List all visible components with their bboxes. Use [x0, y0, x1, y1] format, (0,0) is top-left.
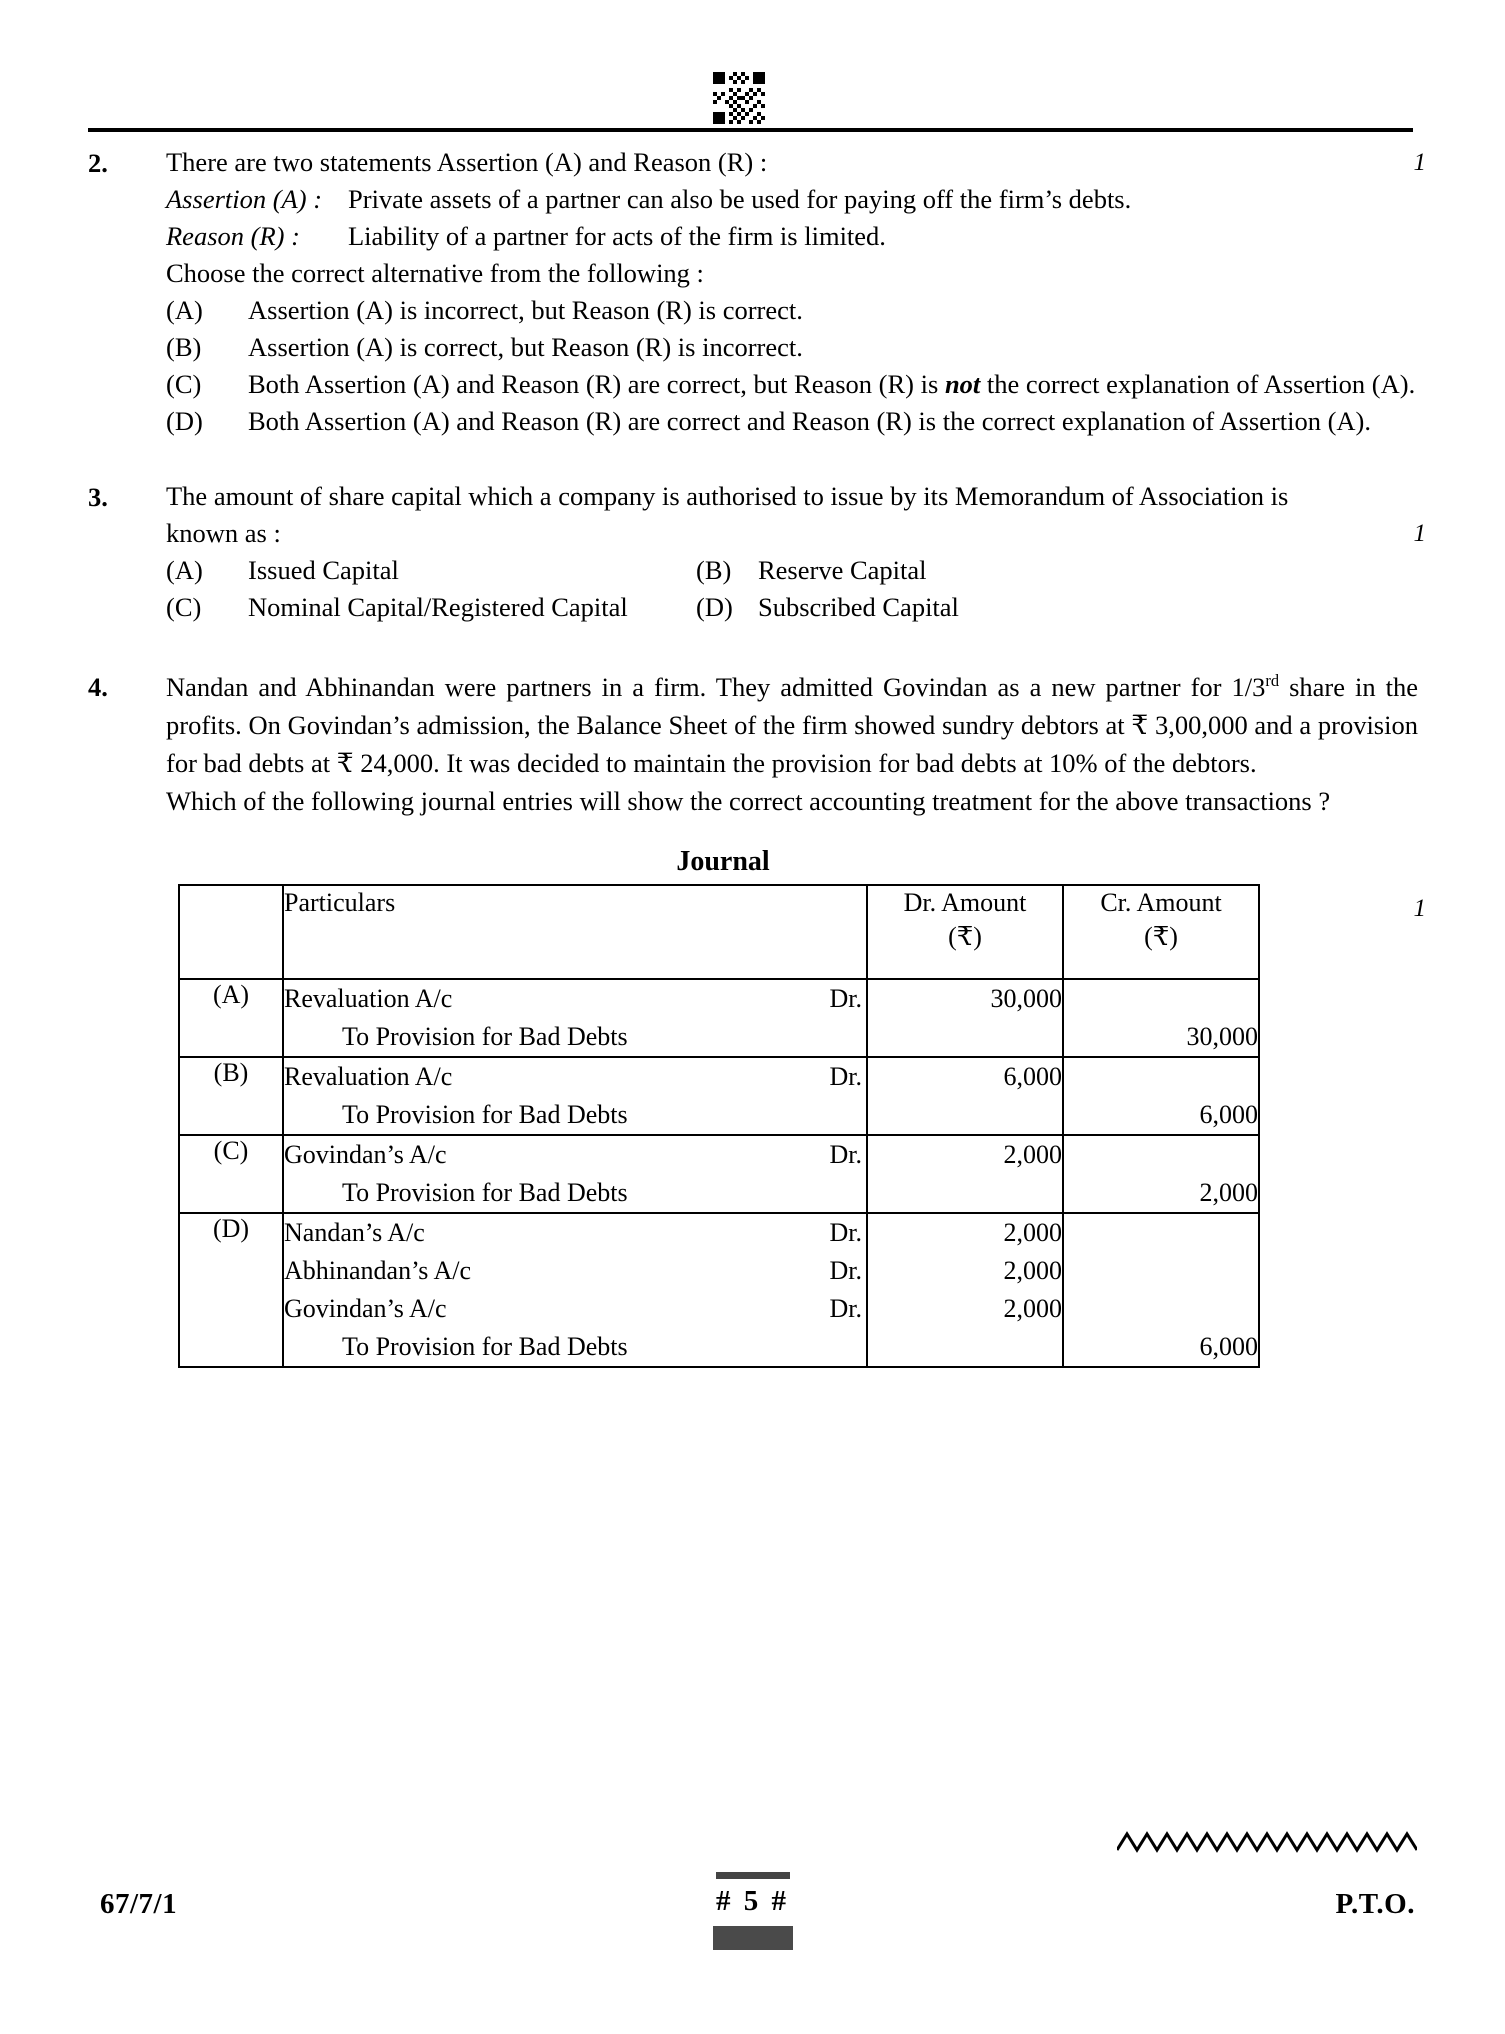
dr-tag: Dr.: [829, 1294, 862, 1323]
option-text: Issued Capital: [248, 555, 399, 585]
account-name: Nandan’s A/c: [284, 1218, 425, 1247]
cr-value: 30,000: [1186, 1022, 1258, 1051]
journal-row-cr: [1063, 1213, 1259, 1367]
journal-row-particulars: [283, 1057, 867, 1135]
option-key: (D): [166, 406, 203, 436]
cr-amount-line-1: Cr. Amount: [1100, 888, 1222, 917]
question-2-stem: There are two statements Assertion (A) and Reason (R) :: [166, 147, 768, 177]
dr-tag: Dr.: [829, 1218, 862, 1247]
journal-entry-line: [284, 1252, 866, 1290]
journal-row-cr: [1063, 1135, 1259, 1213]
account-name: Revaluation A/c: [284, 984, 453, 1013]
page-marker-bottom-bar: [713, 1926, 793, 1950]
question-3-stem: The amount of share capital which a company is authorised to issue by its Memorandum of Association is known as :: [166, 481, 1289, 548]
question-3-option-d[interactable]: [696, 589, 1418, 626]
journal-entry-line: [284, 1136, 866, 1174]
journal-row-particulars: [283, 979, 867, 1057]
journal-row-dr: [867, 979, 1063, 1057]
dr-value: 2,000: [1003, 1140, 1062, 1169]
journal-table: [178, 884, 1260, 1368]
reason-text: Liability of a partner for acts of the firm is limited.: [348, 221, 886, 251]
account-name: Revaluation A/c: [284, 1062, 453, 1091]
question-4-marks: 1: [1413, 895, 1426, 922]
cr-value: 6,000: [1199, 1332, 1258, 1361]
reason-row: [166, 218, 1418, 255]
option-text-before: Both Assertion (A) and Reason (R) are correct, but Reason (R) is: [248, 369, 945, 399]
journal-entry-line: [284, 980, 866, 1018]
journal-row-dr: [867, 1057, 1063, 1135]
journal-header-key: [179, 885, 283, 979]
option-text: Reserve Capital: [758, 555, 927, 585]
table-row[interactable]: [179, 1057, 1259, 1135]
journal-title: Journal: [676, 846, 770, 877]
question-2-marks: 1: [1413, 149, 1426, 176]
option-emphasis: not: [944, 369, 981, 399]
dr-value: 2,000: [1003, 1294, 1062, 1323]
cr-amount-line-2: (₹): [1144, 922, 1178, 951]
page-marker: # 5 #: [716, 1885, 789, 1917]
account-name: Govindan’s A/c: [284, 1294, 447, 1323]
assertion-text: Private assets of a partner can also be used for paying off the firm’s debts.: [348, 184, 1132, 214]
cr-value: 6,000: [1199, 1100, 1258, 1129]
journal-header-row: [179, 885, 1259, 979]
question-3-option-b[interactable]: [696, 552, 1418, 589]
dr-tag: Dr.: [829, 984, 862, 1013]
journal-row-key: (D): [179, 1213, 283, 1367]
option-text: Assertion (A) is correct, but Reason (R) is incorrect.: [248, 332, 803, 362]
table-row[interactable]: [179, 1135, 1259, 1213]
journal-row-dr: [867, 1135, 1063, 1213]
option-text: Nominal Capital/Registered Capital: [248, 592, 628, 622]
reason-label: Reason (R) :: [166, 221, 300, 251]
question-4-para1-part1: Nandan and Abhinandan were partners in a firm. They admitted Govindan as a new partner for 1/3: [166, 672, 1266, 702]
header-rule: [88, 128, 1413, 132]
pto-label: P.T.O.: [1335, 1888, 1415, 1920]
assertion-label: Assertion (A) :: [166, 184, 323, 214]
journal-header-cr-amount: [1063, 885, 1259, 979]
journal-entry-line: [284, 1214, 866, 1252]
question-2-option-a[interactable]: [166, 292, 1418, 329]
journal-entry-line: To Provision for Bad Debts: [342, 1100, 628, 1129]
cr-value: 2,000: [1199, 1178, 1258, 1207]
option-key: (B): [696, 555, 732, 585]
journal-row-particulars: [283, 1135, 867, 1213]
ordinal-suffix: rd: [1265, 671, 1280, 691]
question-3-options-row-2: [166, 589, 1418, 626]
question-2-option-c[interactable]: [166, 366, 1418, 403]
dr-value: 2,000: [1003, 1256, 1062, 1285]
question-3-options-row-1: [166, 552, 1418, 589]
squiggle-mark: [1117, 1828, 1417, 1856]
journal-header-dr-amount: [867, 885, 1063, 979]
dr-amount-line-2: (₹): [948, 922, 982, 951]
option-key: (B): [166, 332, 202, 362]
question-2-number: 2.: [88, 148, 108, 178]
assertion-row: [166, 181, 1418, 218]
page-marker-block: [0, 1872, 1505, 1950]
journal-row-cr: [1063, 1057, 1259, 1135]
dr-amount-line-1: Dr. Amount: [903, 888, 1027, 917]
table-row[interactable]: [179, 979, 1259, 1057]
dr-value: 2,000: [1003, 1218, 1062, 1247]
dr-tag: Dr.: [829, 1256, 862, 1285]
journal-entry-line: [284, 1058, 866, 1096]
question-2: [88, 144, 1426, 440]
page-marker-top-bar: [716, 1872, 790, 1879]
question-2-option-b[interactable]: [166, 329, 1418, 366]
option-text: Both Assertion (A) and Reason (R) are correct and Reason (R) is the correct explanation of Assertion (A).: [248, 406, 1371, 436]
option-text: Assertion (A) is incorrect, but Reason (R) is correct.: [248, 295, 803, 325]
journal-row-dr: [867, 1213, 1063, 1367]
dr-tag: Dr.: [829, 1140, 862, 1169]
question-3-option-a[interactable]: [166, 552, 696, 589]
question-4-number: 4.: [88, 672, 108, 702]
question-4-para1-part2: share in the profits. On Govindan’s admission, the Balance Sheet of the firm showed sundry debtors at ₹ 3,00,000 and a provision for bad debts at ₹ 24,000. It was decided to maintain the provision for bad debts at 10% of the debtors.: [166, 672, 1418, 778]
option-text-after: the correct explanation of Assertion (A).: [980, 369, 1416, 399]
option-key: (D): [696, 592, 733, 622]
journal-entry-line: To Provision for Bad Debts: [342, 1022, 628, 1051]
question-list: [88, 140, 1426, 1368]
option-text: [248, 366, 1418, 403]
option-text: Subscribed Capital: [758, 592, 959, 622]
question-2-instruction: Choose the correct alternative from the following :: [166, 258, 704, 288]
option-key: (C): [166, 369, 202, 399]
dr-value: 6,000: [1003, 1062, 1062, 1091]
dr-tag: Dr.: [829, 1062, 862, 1091]
dr-value: 30,000: [990, 984, 1062, 1013]
journal-row-particulars: [283, 1213, 867, 1367]
journal-row-key: (B): [179, 1057, 283, 1135]
option-key: (A): [166, 555, 203, 585]
qr-code-icon: [713, 72, 765, 124]
journal-header-particulars: Particulars: [283, 885, 867, 979]
option-key: (C): [166, 592, 202, 622]
account-name: Abhinandan’s A/c: [284, 1256, 472, 1285]
question-3: [88, 478, 1426, 626]
question-2-option-d[interactable]: [166, 403, 1418, 440]
journal-entry-line: To Provision for Bad Debts: [342, 1332, 628, 1361]
journal-entry-line: To Provision for Bad Debts: [342, 1178, 628, 1207]
journal-row-key: (C): [179, 1135, 283, 1213]
paper-code: 67/7/1: [100, 1888, 178, 1920]
account-name: Govindan’s A/c: [284, 1140, 447, 1169]
journal-row-cr: [1063, 979, 1259, 1057]
question-4-paragraph-1: [166, 668, 1418, 782]
question-3-option-c[interactable]: [166, 589, 696, 626]
question-4-paragraph-2: Which of the following journal entries will show the correct accounting treatment for the above transactions ?: [166, 786, 1331, 816]
journal-row-key: (A): [179, 979, 283, 1057]
question-3-marks: 1: [1413, 520, 1426, 547]
option-key: (A): [166, 295, 203, 325]
journal-entry-line: [284, 1290, 866, 1328]
table-row[interactable]: [179, 1213, 1259, 1367]
question-3-number: 3.: [88, 482, 108, 512]
